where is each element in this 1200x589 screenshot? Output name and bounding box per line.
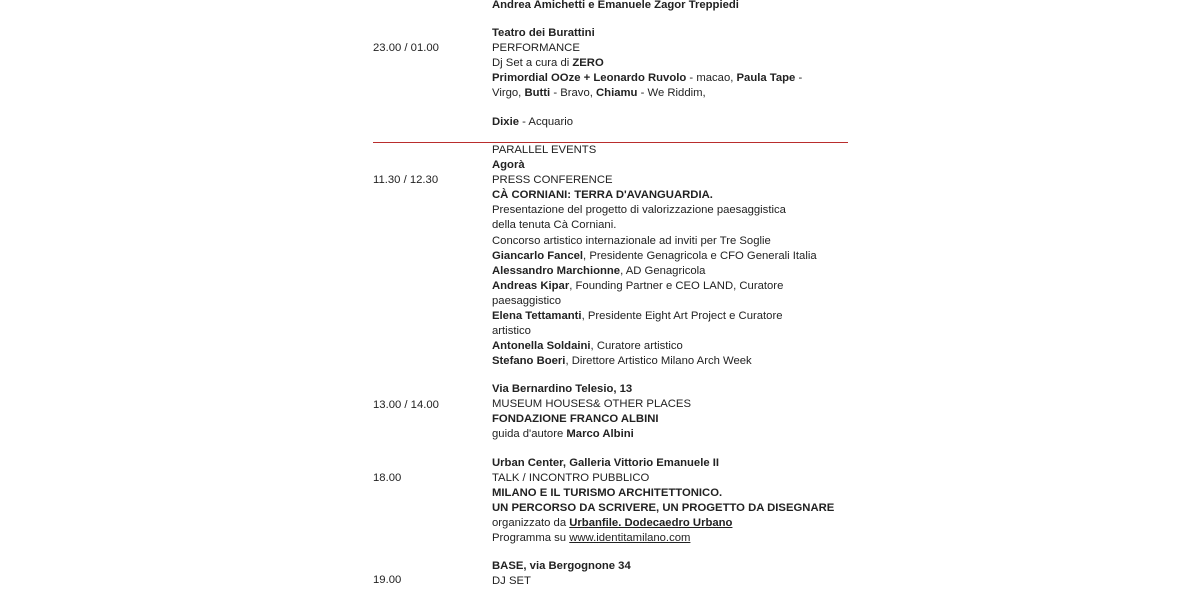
- event-category: MUSEUM HOUSES& OTHER PLACES: [492, 398, 691, 411]
- event-description: Dj Set a cura di ZERO: [492, 57, 604, 70]
- program-link[interactable]: www.identitamilano.com: [569, 532, 691, 545]
- event-block-base: [492, 559, 848, 589]
- organizer-link[interactable]: Urbanfile. Dodecaedro Urbano: [569, 517, 733, 530]
- lineup-line-1: Primordial OOze + Leonardo Ruvolo - macao, Paula Tape -: [492, 72, 803, 85]
- lineup-line-2: Virgo, Butti - Bravo, Chiamu - We Riddim,: [492, 87, 706, 100]
- venue: Agorà: [492, 159, 525, 172]
- event-block-agora: [492, 143, 848, 369]
- event-title: CÀ CORNIANI: TERRA D'AVANGUARDIA.: [492, 189, 713, 202]
- event-block-albini: [492, 382, 848, 442]
- speaker-line-cont: artistico: [492, 325, 531, 338]
- event-title: FONDAZIONE FRANCO ALBINI: [492, 413, 659, 426]
- event-block-urban-center: [492, 456, 848, 547]
- venue: Teatro dei Burattini: [492, 27, 595, 40]
- event-time: 23.00 / 01.00: [373, 42, 439, 54]
- speaker-line-cont: paesaggistico: [492, 294, 562, 307]
- event-subtitle: UN PERCORSO DA SCRIVERE, UN PROGETTO DA DISEGNARE: [492, 502, 835, 515]
- event-time: 18.00: [373, 472, 402, 484]
- description-line: Concorso artistico internazionale ad inviti per Tre Soglie: [492, 234, 771, 247]
- lineup-line-3: Dixie - Acquario: [492, 115, 574, 128]
- performers-line: Andrea Amichetti e Emanuele Zagor Treppiedi: [492, 0, 739, 11]
- speaker-line: Stefano Boeri, Direttore Artistico Milano Arch Week: [492, 355, 752, 368]
- event-category: PRESS CONFERENCE: [492, 174, 613, 187]
- venue: Urban Center, Galleria Vittorio Emanuele II: [492, 457, 720, 469]
- guide-line: guida d'autore Marco Albini: [492, 428, 634, 441]
- description-line: della tenuta Cà Corniani.: [492, 219, 617, 232]
- event-title: MILANO E IL TURISMO ARCHITETTONICO.: [492, 487, 723, 500]
- venue: BASE, via Bergognone 34: [492, 560, 631, 572]
- event-time: 19.00: [373, 574, 402, 586]
- program-line: Programma su www.identitamilano.com: [492, 532, 691, 545]
- section-header: PARALLEL EVENTS: [492, 144, 597, 156]
- organizer-line: organizzato da Urbanfile. Dodecaedro Urbano: [492, 517, 733, 530]
- speaker-line: Andreas Kipar, Founding Partner e CEO LAND, Curatore: [492, 279, 784, 292]
- event-category: TALK / INCONTRO PUBBLICO: [492, 472, 650, 485]
- speaker-line: Elena Tettamanti, Presidente Eight Art Project e Curatore: [492, 310, 783, 323]
- event-block-burattini: [492, 0, 848, 130]
- speaker-line: Alessandro Marchionne, AD Genagricola: [492, 264, 706, 277]
- speaker-line: Antonella Soldaini, Curatore artistico: [492, 340, 683, 353]
- event-time: 13.00 / 14.00: [373, 399, 439, 411]
- event-category: DJ SET: [492, 575, 531, 588]
- speaker-line: Giancarlo Fancel, Presidente Genagricola e CFO Generali Italia: [492, 249, 817, 262]
- event-category: PERFORMANCE: [492, 42, 580, 55]
- venue: Via Bernardino Telesio, 13: [492, 383, 633, 395]
- description-line: Presentazione del progetto di valorizzazione paesaggistica: [492, 204, 786, 217]
- event-time: 11.30 / 12.30: [373, 174, 439, 186]
